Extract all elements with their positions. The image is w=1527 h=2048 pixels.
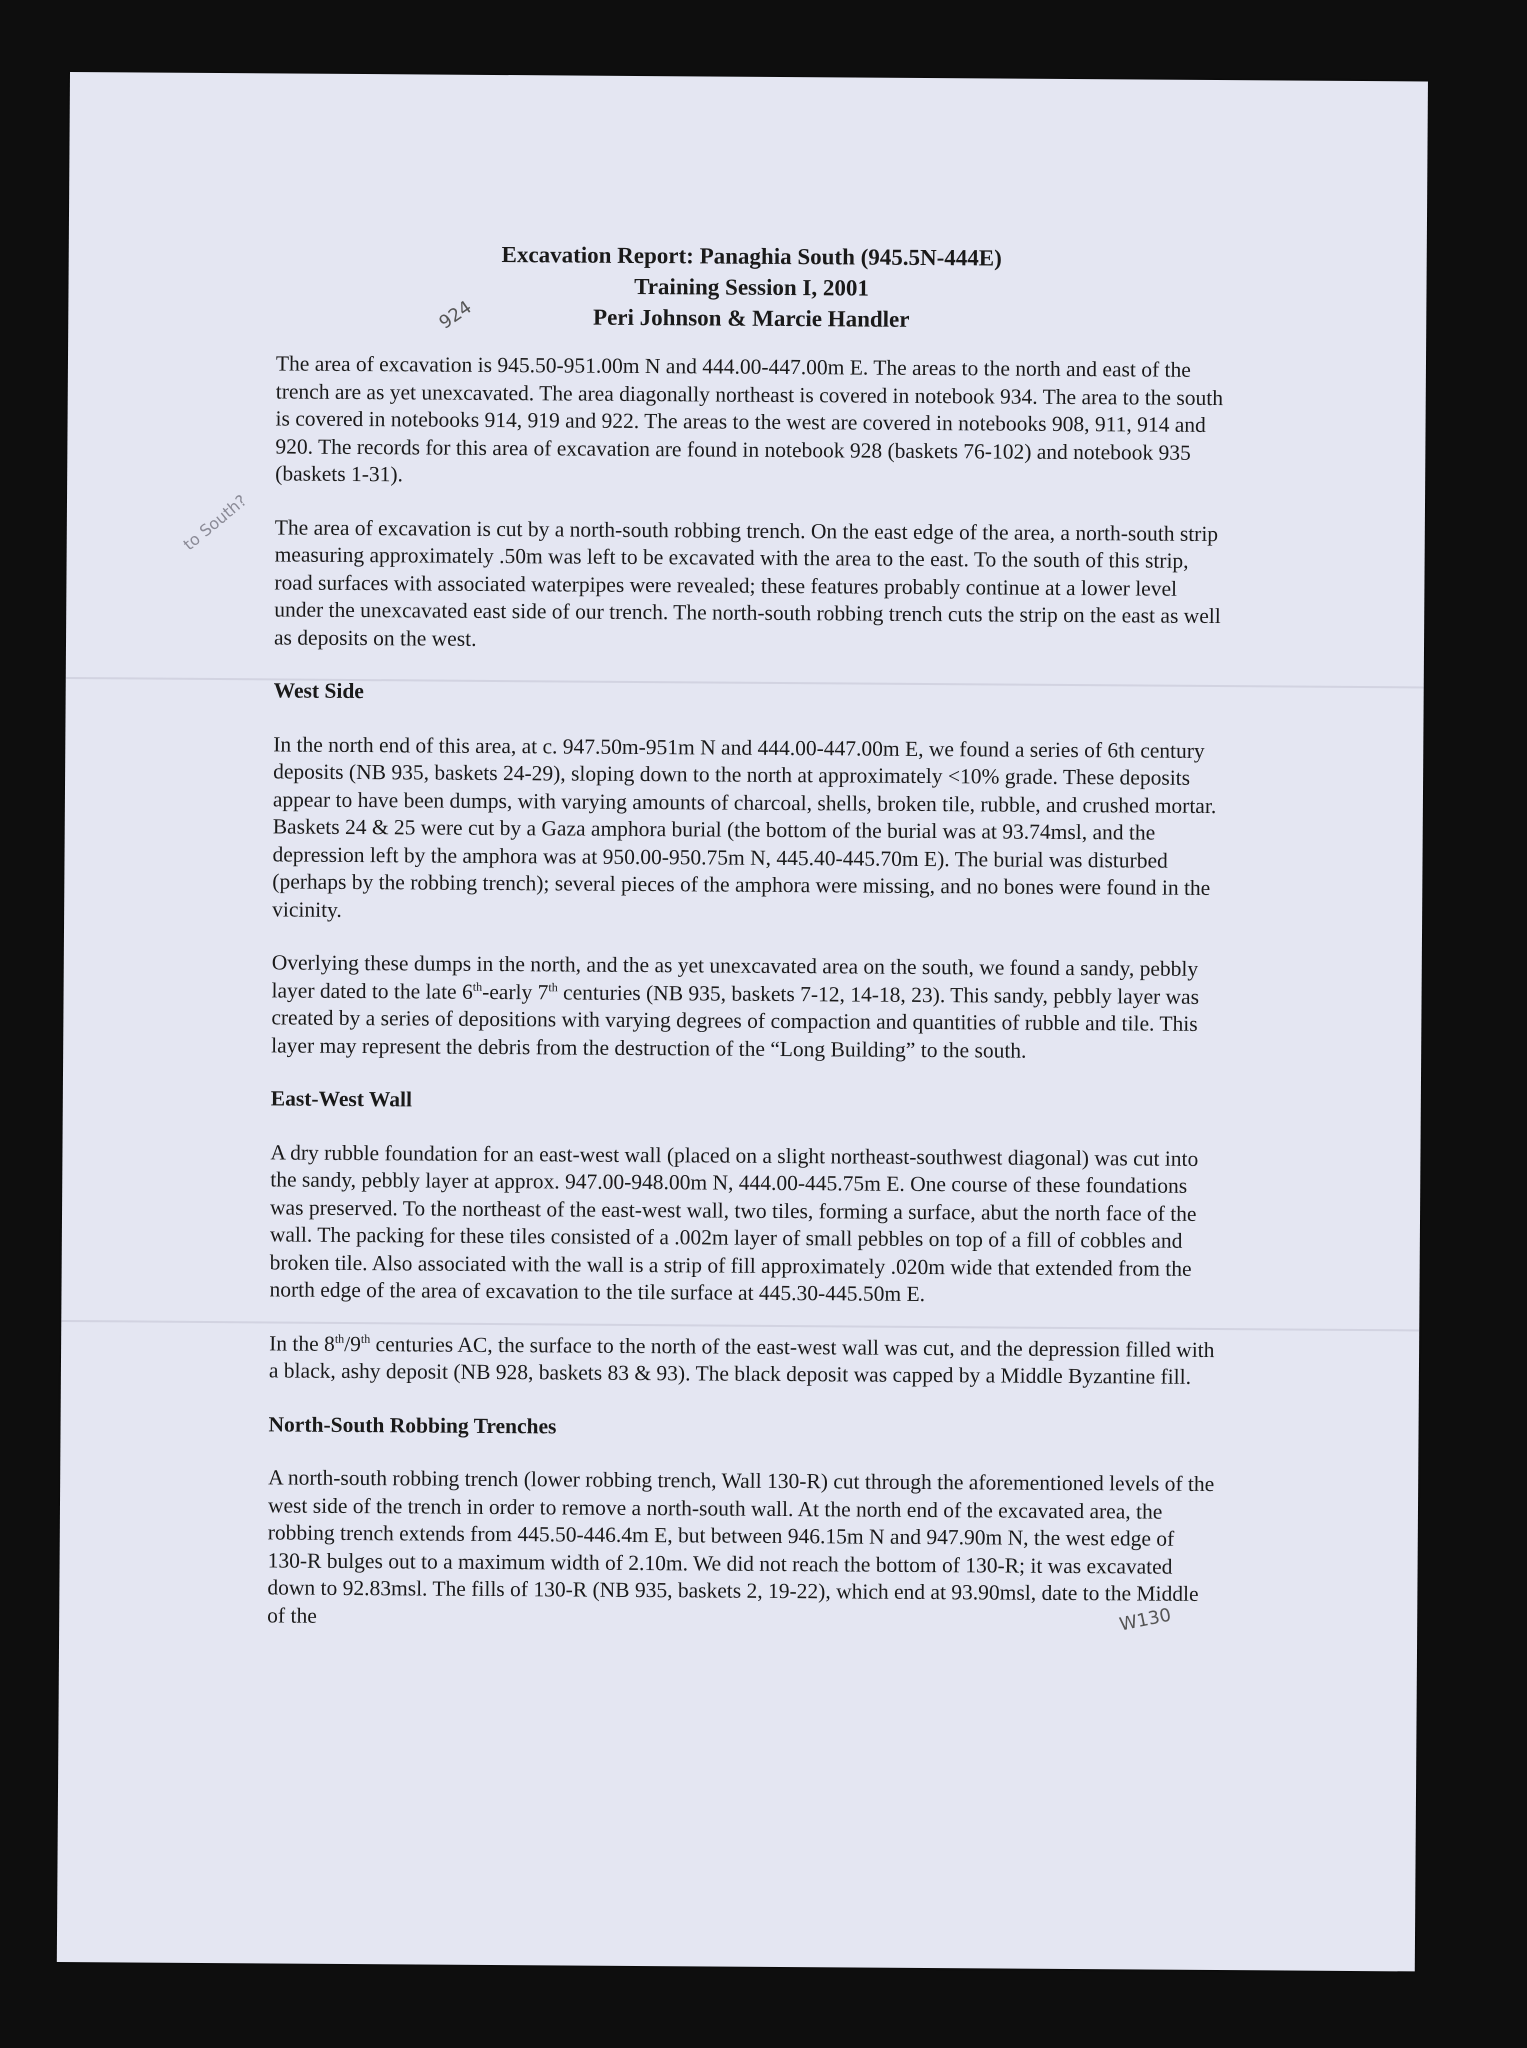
handwritten-margin-note: to South? xyxy=(179,490,251,555)
text-fragment: centuries (NB 935, baskets 7-12, 14-18, 23). This sandy, pebbly layer was created by a series of depositions with varying degrees of compaction and quantities of rubble and tile. This layer may represent the debris from the destruction of the “Long Building” to the south. xyxy=(271,979,1200,1063)
superscript: th xyxy=(548,979,558,994)
report-title-block xyxy=(276,237,1227,337)
text-fragment: Overlying these dumps in the north, and the as yet unexcavated area on the south, we found a sandy, pebbly layer dated to the late 6 xyxy=(271,950,1199,1004)
paper-sheet xyxy=(57,72,1428,1971)
text-fragment: centuries AC, the surface to the north of the east-west wall was cut, and the depression filled with a black, ashy deposit (NB 928, baskets 83 & 93). The black deposit was capped by a Middle Byzantine fill. xyxy=(268,1331,1215,1389)
superscript: th xyxy=(334,1331,345,1346)
heading-east-west-wall: East-West Wall xyxy=(270,1086,413,1112)
paragraph-north-south-trench: A north-south robbing trench (lower robbing trench, Wall 130-R) cut through the aforementioned levels of the west side of the trench in order to remove a north-south wall. At the north end of the excavated area, the robbing trench extends from 445.50-446.4m E, but between 946.15m N and 947.90m N, the west edge of 130-R bulges out to a maximum width of 2.10m. We did not reach the bottom of 130-R; it was excavated down to 92.83msl. The fills of 130-R (NB 935, baskets 2, 19-22), which end at 93.90msl, date to the Middle of the xyxy=(267,1465,1215,1628)
text-fragment: /9 xyxy=(344,1331,361,1356)
text-fragment: -early 7 xyxy=(482,979,549,1004)
paragraph-west-side-deposits: In the north end of this area, at c. 947.50m-951m N and 444.00-447.00m E, we found a series of 6th century deposits (NB 935, baskets 24-29), sloping down to the north at approximately <10% grade. These deposits appear to have been dumps, with varying amounts of charcoal, shells, broken tile, rubble, and crushed mortar. Baskets 24 & 25 were cut by a Gaza amphora burial (the bottom of the burial was at 93.74msl, and the depression left by the amphora was at 950.00-950.75m N, 445.40-445.70m E). The burial was disturbed (perhaps by the robbing trench); several pieces of the amphora were missing, and no bones were found in the vicinity. xyxy=(272,731,1217,922)
paragraph-east-west-wall: A dry rubble foundation for an east-west wall (placed on a slight northeast-southwest diagonal) was cut into the sandy, pebbly layer at approx. 947.00-948.00m N, 444.00-445.75m E. One course of these foundations was preserved. To the northeast of the east-west wall, two tiles, forming a surface, abut the north face of the wall. The packing for these tiles consisted of a .002m layer of small pebbles on top of a fill of cobbles and broken tile. Also associated with the wall is a strip of fill approximately .020m wide that extended from the north edge of the area of excavation to the tile surface at 445.30-445.50m E. xyxy=(269,1139,1199,1306)
handwritten-note-w130: W130 xyxy=(1117,1604,1173,1636)
report-title: Excavation Report: Panaghia South (945.5N-444E) xyxy=(501,242,1002,271)
text-fragment: In the 8 xyxy=(269,1330,335,1356)
paragraph-area-overview: The area of excavation is 945.50-951.00m N and 444.00-447.00m E. The areas to the north and east of the trench are as yet unexcavated. The area diagonally northeast is covered in notebook 934. The area to the south is covered in notebooks 914, 919 and 922. The areas to the west are covered in notebooks 908, 911, 914 and 920. The records for this area of excavation are found in notebook 928 (baskets 76-102) and notebook 935 (baskets 1-31). xyxy=(275,351,1224,487)
heading-north-south-trenches: North-South Robbing Trenches xyxy=(268,1411,557,1438)
report-session: Training Session I, 2001 xyxy=(634,273,869,301)
report-authors: Peri Johnson & Marcie Handler xyxy=(592,304,910,332)
report-content xyxy=(267,237,1227,1662)
paragraph-robbing-trench-intro: The area of excavation is cut by a north-south robbing trench. On the east edge of the area, a north-south strip measuring approximately .50m was left to be excavated with the area to the east. To the south of this strip, road surfaces with associated waterpipes were revealed; these features probably continue at a lower level under the unexcavated east side of our trench. The north-south robbing trench cuts the strip on the east as well as deposits on the west. xyxy=(273,514,1221,651)
superscript: th xyxy=(360,1331,371,1346)
handwritten-note-924: 924 xyxy=(435,296,476,334)
paragraph-ashy-deposit xyxy=(269,1330,1219,1392)
superscript: th xyxy=(472,979,483,994)
paragraph-sandy-layer xyxy=(271,949,1222,1066)
heading-west-side: West Side xyxy=(273,678,364,704)
